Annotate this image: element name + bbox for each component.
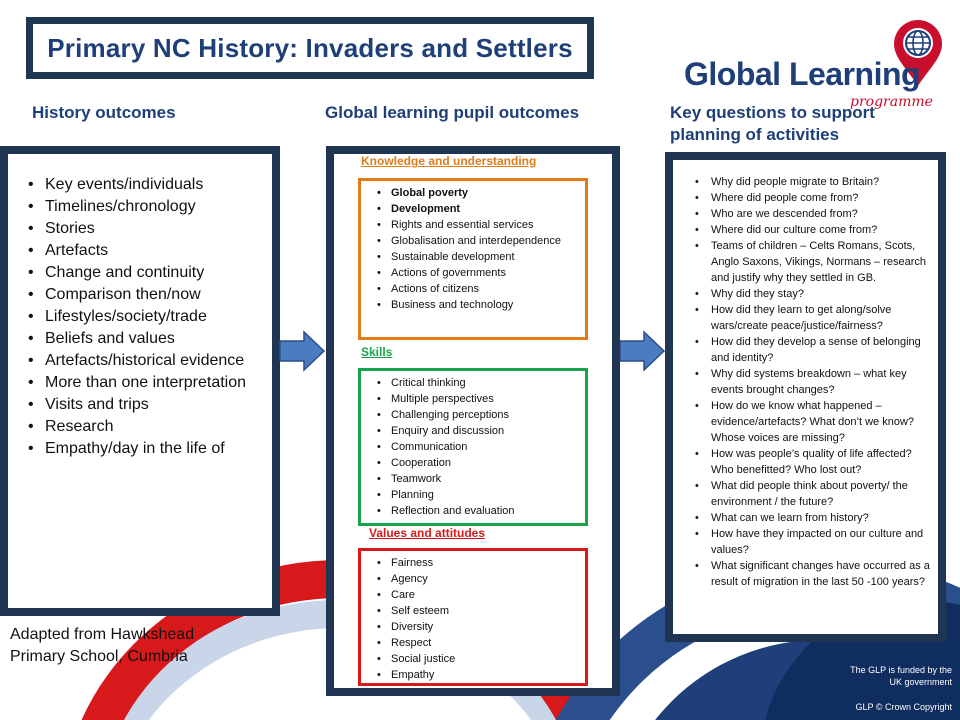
list-item: • Where did our culture come from? [687,222,937,238]
list-item: • What can we learn from history? [687,510,937,526]
list-item: • Change and continuity [28,262,278,284]
logo-subtitle: programme [850,94,933,110]
list-item: • How have they impacted on our culture and values? [687,526,937,558]
history-outcomes-panel [0,146,280,616]
list-item: • Respect [377,635,579,651]
history-outcomes-heading: History outcomes [32,103,176,122]
source-credit: Adapted from Hawkshead Primary School, Cumbria [10,626,195,665]
list-item: • Empathy/day in the life of [28,438,278,460]
list-item: • Diversity [377,619,579,635]
knowledge-heading: Knowledge and understanding [361,154,537,168]
list-item: • Beliefs and values [28,328,278,350]
list-item: • Communication [377,439,579,455]
logo-wordmark: Global Learning [684,56,921,92]
list-item: • Lifestyles/society/trade [28,306,278,328]
list-item: • Where did people come from? [687,190,937,206]
list-item: • Agency [377,571,579,587]
list-item: • Rights and essential services [377,217,579,233]
list-item: • Research [28,416,278,438]
list-item: • Development [377,201,579,217]
list-item: • Teams of children – Celts Romans, Scots, Anglo Saxons, Vikings, Normans – research and justify why they settled in GB. [687,238,937,286]
list-item: • Care [377,587,579,603]
list-item: • Why did people migrate to Britain? [687,174,937,190]
list-item: • Sustainable development [377,249,579,265]
skills-heading: Skills [361,345,393,359]
key-questions-panel [665,152,946,642]
list-item: • Multiple perspectives [377,391,579,407]
list-item: • Why did they stay? [687,286,937,302]
list-item: • Why did systems breakdown – what key events brought changes? [687,366,937,398]
list-item: • Global poverty [377,185,579,201]
page-title: Primary NC History: Invaders and Settlers [47,32,573,63]
list-item: • Planning [377,487,579,503]
list-item: • Visits and trips [28,394,278,416]
knowledge-list [361,181,585,313]
list-item: • Comparison then/now [28,284,278,306]
list-item: • What significant changes have occurred as a result of migration in the last 50 -100 years? [687,558,937,590]
list-item: • How did they learn to get along/solve wars/create peace/justice/fairness? [687,302,937,334]
list-item: • Challenging perceptions [377,407,579,423]
right-arrow-icon [278,330,326,372]
list-item: • Globalisation and interdependence [377,233,579,249]
list-item: • Reflection and evaluation [377,503,579,519]
list-item: • Social justice [377,651,579,667]
key-questions-list [687,174,937,590]
copyright-note: GLP © Crown Copyright [855,702,952,712]
list-item: • Artefacts/historical evidence [28,350,278,372]
list-item: • Critical thinking [377,375,579,391]
list-item: • Who are we descended from? [687,206,937,222]
right-arrow-icon [618,330,666,372]
list-item: • Fairness [377,555,579,571]
list-item: • How do we know what happened – evidence/artefacts? What don’t we know? Whose voices are missing? [687,398,937,446]
title-box [26,17,594,79]
list-item: • Teamwork [377,471,579,487]
list-item: • How was people’s quality of life affected? Who benefitted? Who lost out? [687,446,937,478]
values-box [358,548,588,686]
history-outcomes-list [28,174,278,460]
values-list [361,551,585,683]
knowledge-box [358,178,588,340]
skills-box [358,368,588,526]
list-item: • Cooperation [377,455,579,471]
values-heading: Values and attitudes [369,526,486,540]
list-item: • Timelines/chronology [28,196,278,218]
funding-note: The GLP is funded by the UK government [850,665,952,687]
global-outcomes-heading: Global learning pupil outcomes [325,103,580,122]
list-item: • Empathy [377,667,579,683]
list-item: • Actions of citizens [377,281,579,297]
list-item: • Enquiry and discussion [377,423,579,439]
list-item: • More than one interpretation [28,372,278,394]
global-outcomes-panel [326,146,620,696]
list-item: • How did they develop a sense of belonging and identity? [687,334,937,366]
list-item: • Self esteem [377,603,579,619]
skills-list [361,371,585,519]
list-item: • Actions of governments [377,265,579,281]
key-questions-heading: Key questions to support planning of activities [670,103,875,144]
list-item: • Key events/individuals [28,174,278,196]
list-item: • Stories [28,218,278,240]
list-item: • Artefacts [28,240,278,262]
list-item: • What did people think about poverty/ the environment / the future? [687,478,937,510]
list-item: • Business and technology [377,297,579,313]
